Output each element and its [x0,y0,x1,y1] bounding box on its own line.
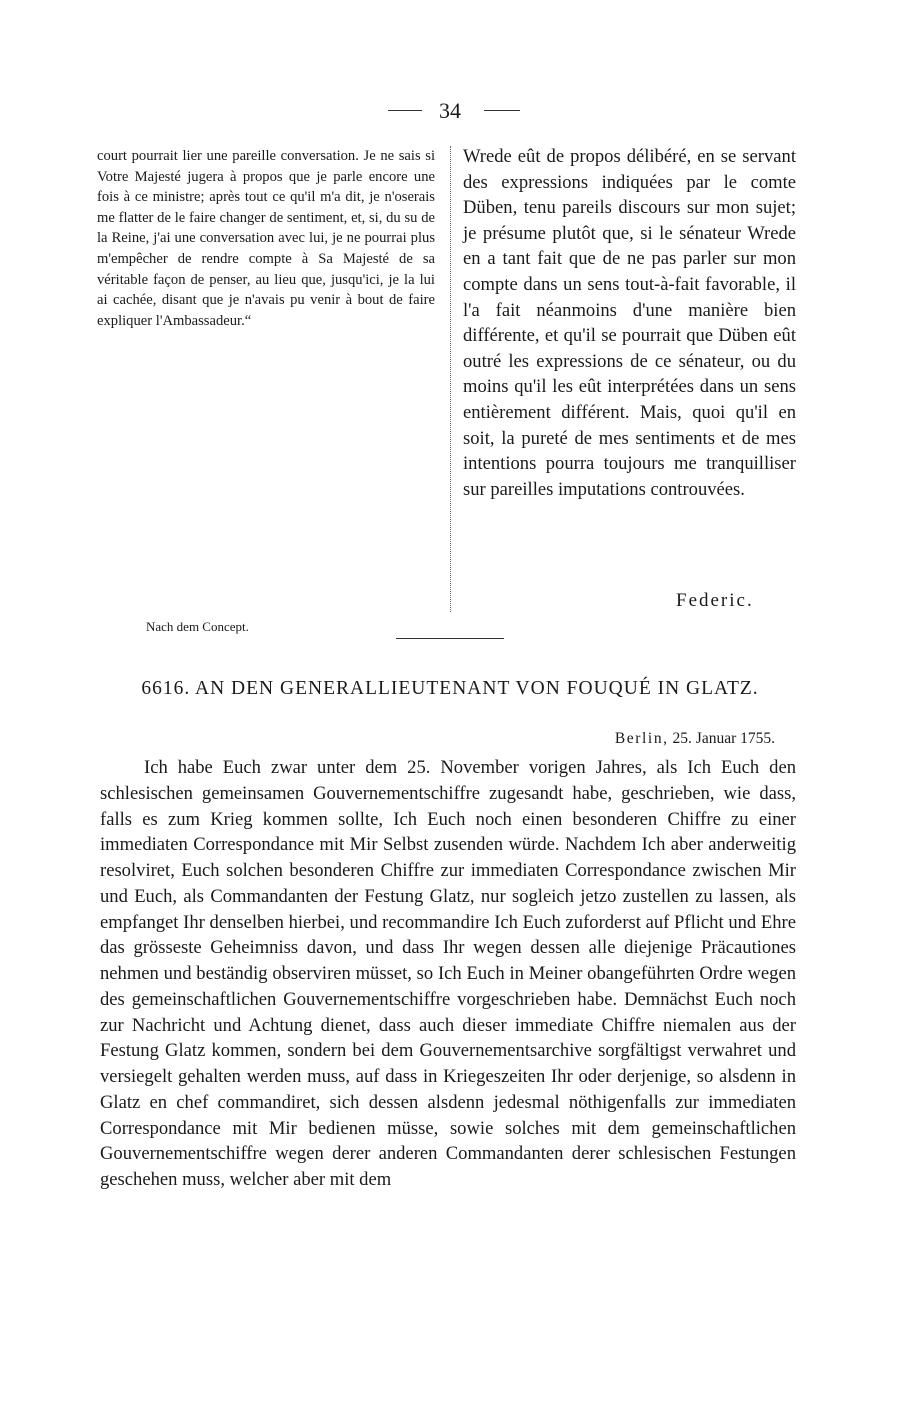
document-heading [100,677,800,700]
document-title: AN DEN GENERALLIEUTENANT VON FOUQUÉ IN GLATZ. [195,678,759,699]
letter-body [100,755,796,1193]
section-divider [396,638,504,639]
right-column [463,144,796,502]
dateline-place: Berlin, [614,730,669,747]
column-divider [450,146,451,612]
left-column [97,146,435,331]
dateline [615,730,775,748]
page-number-rule-right [484,110,520,111]
left-column-text: court pourrait lier une pareille conversation. Je ne sais si Votre Majesté jugera à propos que je parle encore une fois à ce ministre; après tout ce qu'il m'a dit, je n'oserais me flatter de le faire changer de sentiment, et, si, du su de la Reine, j'ai une conversation avec lui, je ne pourrai plus m'empêcher de rendre compte à Sa Majesté de sa véritable façon de penser, au lieu que, jusqu'ici, je la lui ai cachée, disant que je n'avais pu venir à bout de faire expliquer l'Ambassadeur.“ [97,148,435,329]
document-number: 6616. [141,678,191,699]
right-column-text: Wrede eût de propos délibéré, en se servant des expressions indiquées par le comte Düben, tenu pareils discours sur mon sujet; je présume plutôt que, si le sénateur Wrede en a tant fait que de ne pas parler sur mon compte dans un sens tout-à-fait favorable, il l'a fait néanmoins d'une manière bien différente, et qu'il se pourrait que Düben eût outré les expressions de ce sénateur, ou du moins qu'il les eût interprétées dans un sens entièrement différent. Mais, quoi qu'il en soit, la pureté de mes sentiments et de mes intentions pourra toujours me tranquilliser sur pareilles imputations controuvées. [463,146,796,500]
letter-paragraph: Ich habe Euch zwar unter dem 25. November vorigen Jahres, als Ich Euch den schlesischen gemeinsamen Gouvernementschiffre zugesandt habe, geschrieben, wie dass, falls es zum Krieg kommen sollte, Ich Euch noch einen besonderen Chiffre zu einer immediaten Correspondance mit Mir Selbst zusenden würde. Nachdem Ich aber anderweitig resolviret, Euch solchen besonderen Chiffre zur immediaten Correspondance zwischen Mir und Euch, als Commandanten der Festung Glatz, nur sogleich jetzo zustellen zu lassen, als empfanget Ihr denselben hierbei, und recommandire Ich Euch zuforderst auf Pflicht und Ehre das grösseste Geheimniss davon, und dass Ihr wegen dessen alle diejenige Präcautiones nehmen und beständig observiren müsset, so Ich Euch in Meiner obangeführten Ordre wegen des gemeinschaftlichen Gouvernementschiffre vorgeschrieben habe. Demnächst Euch noch zur Nachricht und Achtung dienet, dass auch dieser immediate Chiffre niemalen aus der Festung Glatz kommen, sondern bei dem Gouvernementsarchive sorgfältigst verwahret und versiegelt gehalten werden muss, auf dass in Kriegeszeiten Ihr oder derjenige, so alsdenn in Glatz en chef commandiret, sich dessen alsdenn jedesmal nöthigenfalls zur immediaten Correspondance mit Mir bedienen müsse, sowie solches mit dem gemeinschaftlichen Gouvernementschiffre wegen derer anderen Commandanten derer schlesischen Festungen geschehen muss, welcher aber mit dem [100,757,796,1190]
signature: Federic. [676,590,754,611]
source-note: Nach dem Concept. [146,619,249,634]
dateline-date: 25. Januar 1755. [672,730,775,747]
page-number: 34 [439,98,461,123]
